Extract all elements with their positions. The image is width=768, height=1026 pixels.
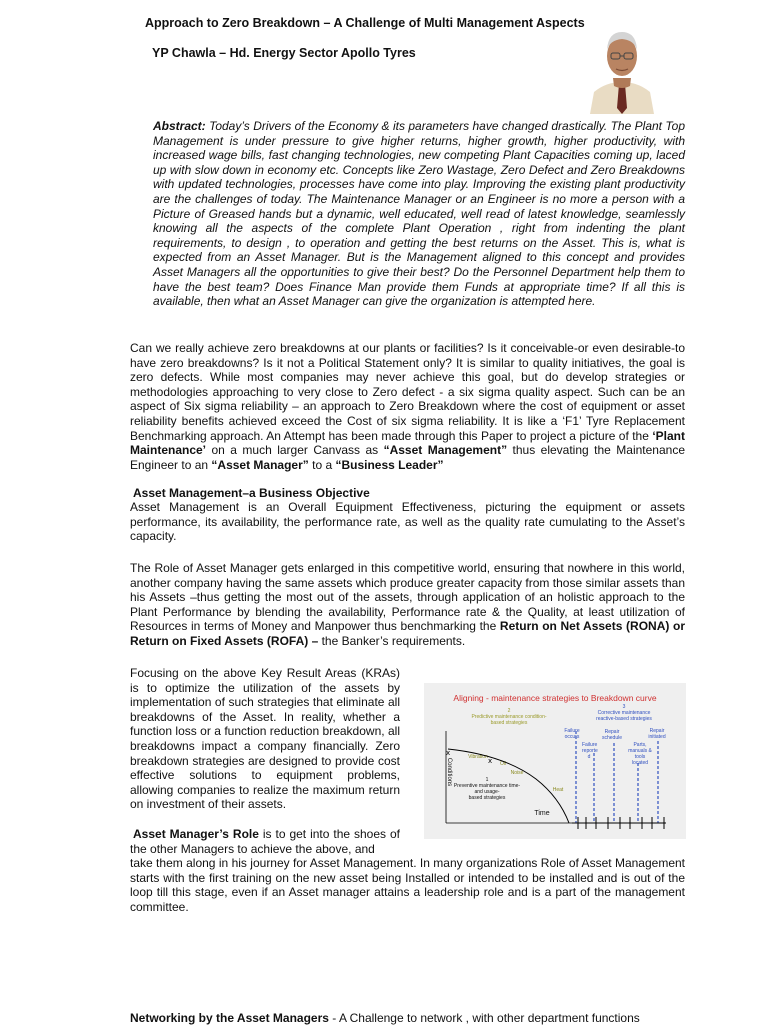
paper-title: Approach to Zero Breakdown – A Challenge of Multi Management Aspects [145, 16, 585, 30]
intro-business-leader: “Business Leader” [335, 457, 444, 472]
section-heading-asset-management: Asset Management–a Business Objective [133, 486, 370, 500]
abstract-paragraph [153, 119, 685, 309]
figure-y-label: Conditions [446, 757, 452, 787]
intro-text-1: Can we really achieve zero breakdowns at our plants or facilities? Is it conceivable-or even desirable-to have zero breakdowns? Is it not a Political Statement only? It is similar to quality initiatives, the goal is zero defects. While most companies may never achieve this goal, but do develop strategies or methodologies approaching to very close to Zero defect - a six sigma quality aspect. Such can be an aspect of Six sigma reliability – an approach to Zero Breakdown where the cost of equipment or asset reliability benefits achieved exceed the Cost of six sigma reliability. It is like a ‘F1’ Tyre Replacement Benchmarking approach. An Attempt has been made through this Paper to project a picture of the [130, 341, 685, 443]
section1-p2-text: The Role of Asset Manager gets enlarged in this competitive world, ensuring that nowhere in this world, another company having the same assets which produce greater capacity from those similar assets than his Assets –thus getting the most out of the assets, through application of an holistic approach to the Plant Performance by blending the availability, Performance rate & the Quality, at least utilization of Resources in terms of Money and Manpower thus benchmarking the [130, 561, 685, 634]
abstract-label: Abstract: [153, 119, 206, 133]
intro-paragraph [130, 341, 685, 472]
figure-plot [424, 683, 686, 839]
annotation-oil: Oil [499, 761, 507, 767]
curve-vibration-marker: x [488, 757, 493, 765]
figure-title: Aligning - maintenance strategies to Breakdown curve [453, 693, 657, 703]
annotation-heat: Heat [552, 787, 564, 793]
annotation-repair-initiated: Repair initiated [648, 728, 666, 740]
intro-text-3: thus elevating the Maintenance Engineer to an [130, 443, 685, 472]
networking-text: - A Challenge to network , with other department functions [328, 1011, 640, 1025]
intro-text-4: to a [308, 457, 336, 472]
section1-paragraph-2 [130, 561, 685, 649]
figure-label-preventive: 1 Preventive maintenance time- and usage- based strategies [453, 777, 521, 801]
intro-asset-management: “Asset Management” [383, 443, 508, 458]
role-text-narrow: is to get into the shoes of the other Managers to achieve the above, and [130, 827, 400, 856]
timeline-bar [572, 817, 666, 829]
breakdown-curve [448, 749, 569, 823]
annotation-failure-occurs: Failure occurs [564, 728, 580, 740]
breakdown-curve-figure [424, 683, 686, 839]
author-line: YP Chawla – Hd. Energy Sector Apollo Tyres [152, 46, 416, 60]
role-paragraph-start [130, 827, 400, 856]
networking-heading: Networking by the Asset Managers [130, 1011, 329, 1025]
section1-p2-rona: Return on Net Assets (RONA) or Return on Fixed Assets (ROFA) – [130, 619, 685, 648]
intro-asset-manager: “Asset Manager” [211, 457, 309, 472]
intro-plant-maintenance: ‘Plant Maintenance’ [130, 428, 685, 458]
curve-start-marker: x [446, 749, 451, 757]
role-heading: Asset Manager’s Role [133, 827, 259, 841]
networking-paragraph [130, 1011, 685, 1026]
figure-label-corrective: 3 Corrective maintenance reactive-based strategies [596, 704, 652, 722]
figure-label-predictive: 2 Predictive maintenance condition- based strategies [471, 708, 547, 726]
annotation-noise: Noise [510, 770, 524, 776]
annotation-repair-schedule: Repair schedule [601, 729, 622, 741]
section1-paragraph-3: Focusing on the above Key Result Areas (KRAs) is to optimize the utilization of the assets by implementation of such strategies that eliminate all breakdowns of the Asset. In reality, whether a function loss or a function reduction breakdown, all breakdowns impact a company financially. Zero breakdown strategies are designed to provide cost effective solutions to equipment problems, allowing companies to realize the maximum return on investment of their assets. [130, 666, 400, 812]
annotation-parts-located: Parts, manuals & tools located [628, 742, 652, 766]
figure-x-label: Time [534, 810, 550, 817]
section1-p2-end: the Banker’s requirements. [318, 633, 466, 648]
annotation-failure-reported: Failure reporte d [582, 742, 598, 760]
role-paragraph-continued: take them along in his journey for Asset Management. In many organizations Role of Asset Management starts with the first training on the new asset being Installed or intended to be installed and is out of the loop till this stage, even if an Asset manager attains a leadership role and is a part of the management committee. [130, 856, 685, 914]
intro-text-2: on a much larger Canvass as [206, 443, 384, 458]
annotation-vibration: Vibration [468, 754, 488, 760]
abstract-text: Today’s Drivers of the Economy & its parameters have changed drastically. The Plant Top Management is under pressure to give higher returns, higher growth, higher productivity, with increased wage bills, fast changing technologies, new competing Plant Capacities coming up, laced up with slow down in economy etc. Concepts like Zero Wastage, Zero Defect and Zero Breakdowns with updated technologies, processes have come into play. Improving the existing plant productivity are the challenges of today. The Maintenance Manager or an Engineer is no more a person with a Picture of Greased hands but a dynamic, well educated, well read of latest knowledge, seamlessly knowing all the aspects of the complete Plant Operation , right from indenting the plant requirements, to design , to operation and getting the best returns on the Asset. This is, what is expected from an Asset Manager. But is the Management aligned to this concept and provides Asset Managers all the opportunities to give their best? Do the Personnel Department help them to have the best team? Does Finance Man provide them Funds at appropriate time? If all this is available, then what an Asset Manager can give the organization is attempted here. [153, 119, 685, 309]
section1-paragraph-1: Asset Management is an Overall Equipment Effectiveness, picturing the equipment or assets performance, its availability, the performance rate, as well as the quality rate cumulating to the Asset’s capacity. [130, 500, 685, 544]
author-photo [586, 20, 658, 114]
